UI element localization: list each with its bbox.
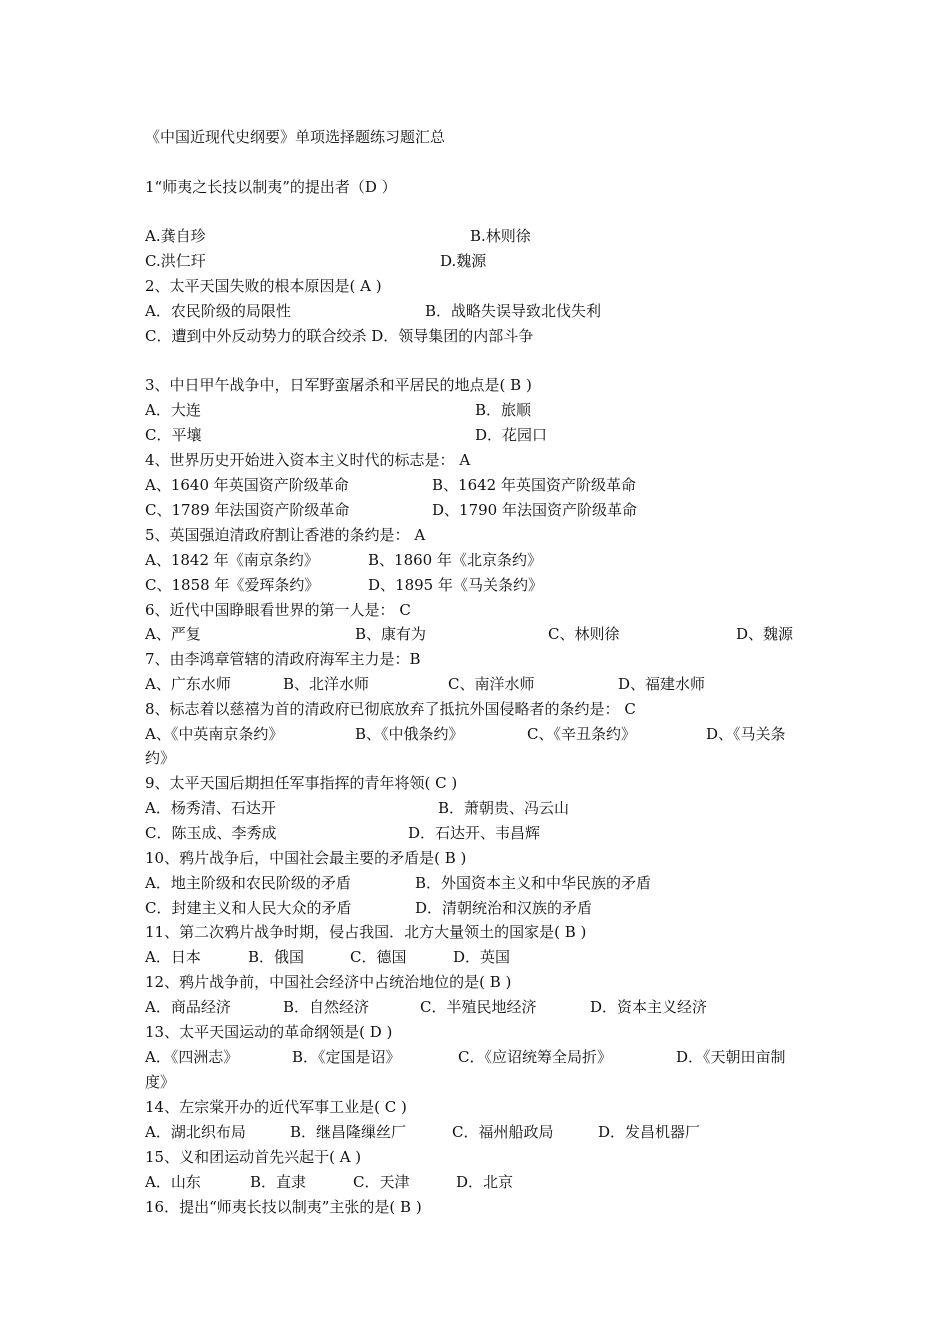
question-16-stem: 16．提出“师夷长技以制夷”主张的是( B ) — [145, 1198, 422, 1216]
document-title: 《中国近现代史纲要》单项选择题练习题汇总 — [145, 128, 446, 146]
question-11-option-a: A．日本 — [145, 948, 201, 966]
question-8-option-b: B、《中俄条约》 — [355, 725, 464, 743]
question-14-option-d: D．发昌机器厂 — [598, 1123, 701, 1141]
question-6-option-b: B、康有为 — [355, 625, 427, 643]
question-7-stem: 7、由李鸿章管辖的清政府海军主力是：B — [145, 650, 421, 668]
question-6-option-d: D、魏源 — [736, 625, 794, 643]
question-13-option-c: C．《应诏统筹全局折》 — [458, 1048, 612, 1066]
question-10-option-b: B．外国资本主义和中华民族的矛盾 — [415, 874, 652, 892]
question-12-stem: 12、鸦片战争前，中国社会经济中占统治地位的是( B ) — [145, 973, 512, 991]
question-15-option-b: B．直隶 — [250, 1173, 307, 1191]
question-8-option-c: C、《辛丑条约》 — [527, 725, 636, 743]
question-13-option-d: D．《天朝田亩制 — [676, 1048, 786, 1066]
question-14-stem: 14、左宗棠开办的近代军事工业是( C ) — [145, 1098, 407, 1116]
question-7-option-d: D、福建水师 — [618, 675, 706, 693]
question-13-option-b: B．《定国是诏》 — [292, 1048, 401, 1066]
question-4-option-b: B、1642 年英国资产阶级革命 — [432, 476, 636, 494]
question-3-option-d: D．花园口 — [475, 426, 548, 444]
question-5-stem: 5、英国强迫清政府割让香港的条约是： A — [145, 526, 426, 544]
question-1-option-b: B.林则徐 — [470, 227, 531, 245]
question-11-stem: 11、第二次鸦片战争时期，侵占我国．北方大量领土的国家是( B ) — [145, 923, 587, 941]
question-13-option-d-continued: 度》 — [145, 1073, 176, 1091]
question-10-stem: 10、鸦片战争后，中国社会最主要的矛盾是( B ) — [145, 849, 467, 867]
question-11-option-d: D．英国 — [453, 948, 511, 966]
question-13-option-a: A．《四洲志》 — [145, 1048, 239, 1066]
question-8-option-d-continued: 约》 — [145, 749, 176, 767]
question-9-option-a: A．杨秀清、石达开 — [145, 799, 276, 817]
question-5-option-b: B、1860 年《北京条约》 — [368, 551, 542, 569]
question-9-stem: 9、太平天国后期担任军事指挥的青年将领( C ) — [145, 774, 458, 792]
question-1-option-a: A.龚自珍 — [145, 227, 206, 245]
question-9-option-d: D．石达开、韦昌辉 — [408, 824, 541, 842]
question-12-option-c: C．半殖民地经济 — [420, 998, 537, 1016]
question-10-option-d: D．清朝统治和汉族的矛盾 — [415, 899, 593, 917]
question-5-option-a: A、1842 年《南京条约》 — [145, 551, 319, 569]
question-3-option-a: A．大连 — [145, 401, 201, 419]
question-10-option-c: C．封建主义和人民大众的矛盾 — [145, 899, 352, 917]
question-7-option-c: C、南洋水师 — [448, 675, 535, 693]
question-9-option-c: C．陈玉成、李秀成 — [145, 824, 277, 842]
question-4-option-a: A、1640 年英国资产阶级革命 — [145, 476, 349, 494]
question-9-option-b: B．萧朝贵、冯云山 — [438, 799, 570, 817]
question-11-option-b: B．俄国 — [248, 948, 305, 966]
question-3-option-c: C．平壤 — [145, 426, 202, 444]
question-8-stem: 8、标志着以慈禧为首的清政府已彻底放弃了抵抗外国侵略者的条约是： C — [145, 700, 636, 718]
question-14-option-b: B．继昌隆缫丝厂 — [290, 1123, 407, 1141]
question-8-option-d: D、《马关条 — [706, 725, 786, 743]
question-6-option-a: A、严复 — [145, 625, 201, 643]
question-15-option-a: A．山东 — [145, 1173, 201, 1191]
question-5-option-d: D、1895 年《马关条约》 — [368, 576, 543, 594]
question-5-option-c: C、1858 年《爱珲条约》 — [145, 576, 320, 594]
question-2-option-b: B．战略失误导致北伐失利 — [425, 302, 602, 320]
question-7-option-b: B、北洋水师 — [283, 675, 370, 693]
question-2-option-cd: C．遭到中外反动势力的联合绞杀 D．领导集团的内部斗争 — [145, 327, 534, 345]
question-1-option-d: D.魏源 — [440, 252, 487, 270]
question-12-option-a: A．商品经济 — [145, 998, 231, 1016]
question-11-option-c: C．德国 — [350, 948, 407, 966]
question-12-option-d: D．资本主义经济 — [590, 998, 708, 1016]
question-7-option-a: A、广东水师 — [145, 675, 231, 693]
question-4-stem: 4、世界历史开始进入资本主义时代的标志是： A — [145, 451, 471, 469]
question-15-stem: 15、义和团运动首先兴起于( A ) — [145, 1148, 362, 1166]
question-3-stem: 3、中日甲午战争中，日军野蛮屠杀和平居民的地点是( B ) — [145, 376, 532, 394]
question-6-stem: 6、近代中国睁眼看世界的第一人是： C — [145, 601, 411, 619]
question-14-option-a: A．湖北织布局 — [145, 1123, 246, 1141]
question-2-stem: 2、太平天国失败的根本原因是( A ) — [145, 277, 382, 295]
question-15-option-c: C．天津 — [353, 1173, 410, 1191]
question-15-option-d: D．北京 — [456, 1173, 514, 1191]
question-4-option-c: C、1789 年法国资产阶级革命 — [145, 501, 350, 519]
question-1-stem: 1“师夷之长技以制夷”的提出者（D ） — [145, 178, 397, 196]
question-1-option-c: C.洪仁玕 — [145, 252, 206, 270]
question-2-option-a: A．农民阶级的局限性 — [145, 302, 291, 320]
question-13-stem: 13、太平天国运动的革命纲领是( D ) — [145, 1023, 393, 1041]
question-14-option-c: C．福州船政局 — [452, 1123, 554, 1141]
question-10-option-a: A．地主阶级和农民阶级的矛盾 — [145, 874, 351, 892]
question-8-option-a: A、《中英南京条约》 — [145, 725, 284, 743]
question-6-option-c: C、林则徐 — [548, 625, 620, 643]
question-12-option-b: B．自然经济 — [283, 998, 370, 1016]
question-4-option-d: D、1790 年法国资产阶级革命 — [432, 501, 637, 519]
question-3-option-b: B．旅顺 — [475, 401, 532, 419]
